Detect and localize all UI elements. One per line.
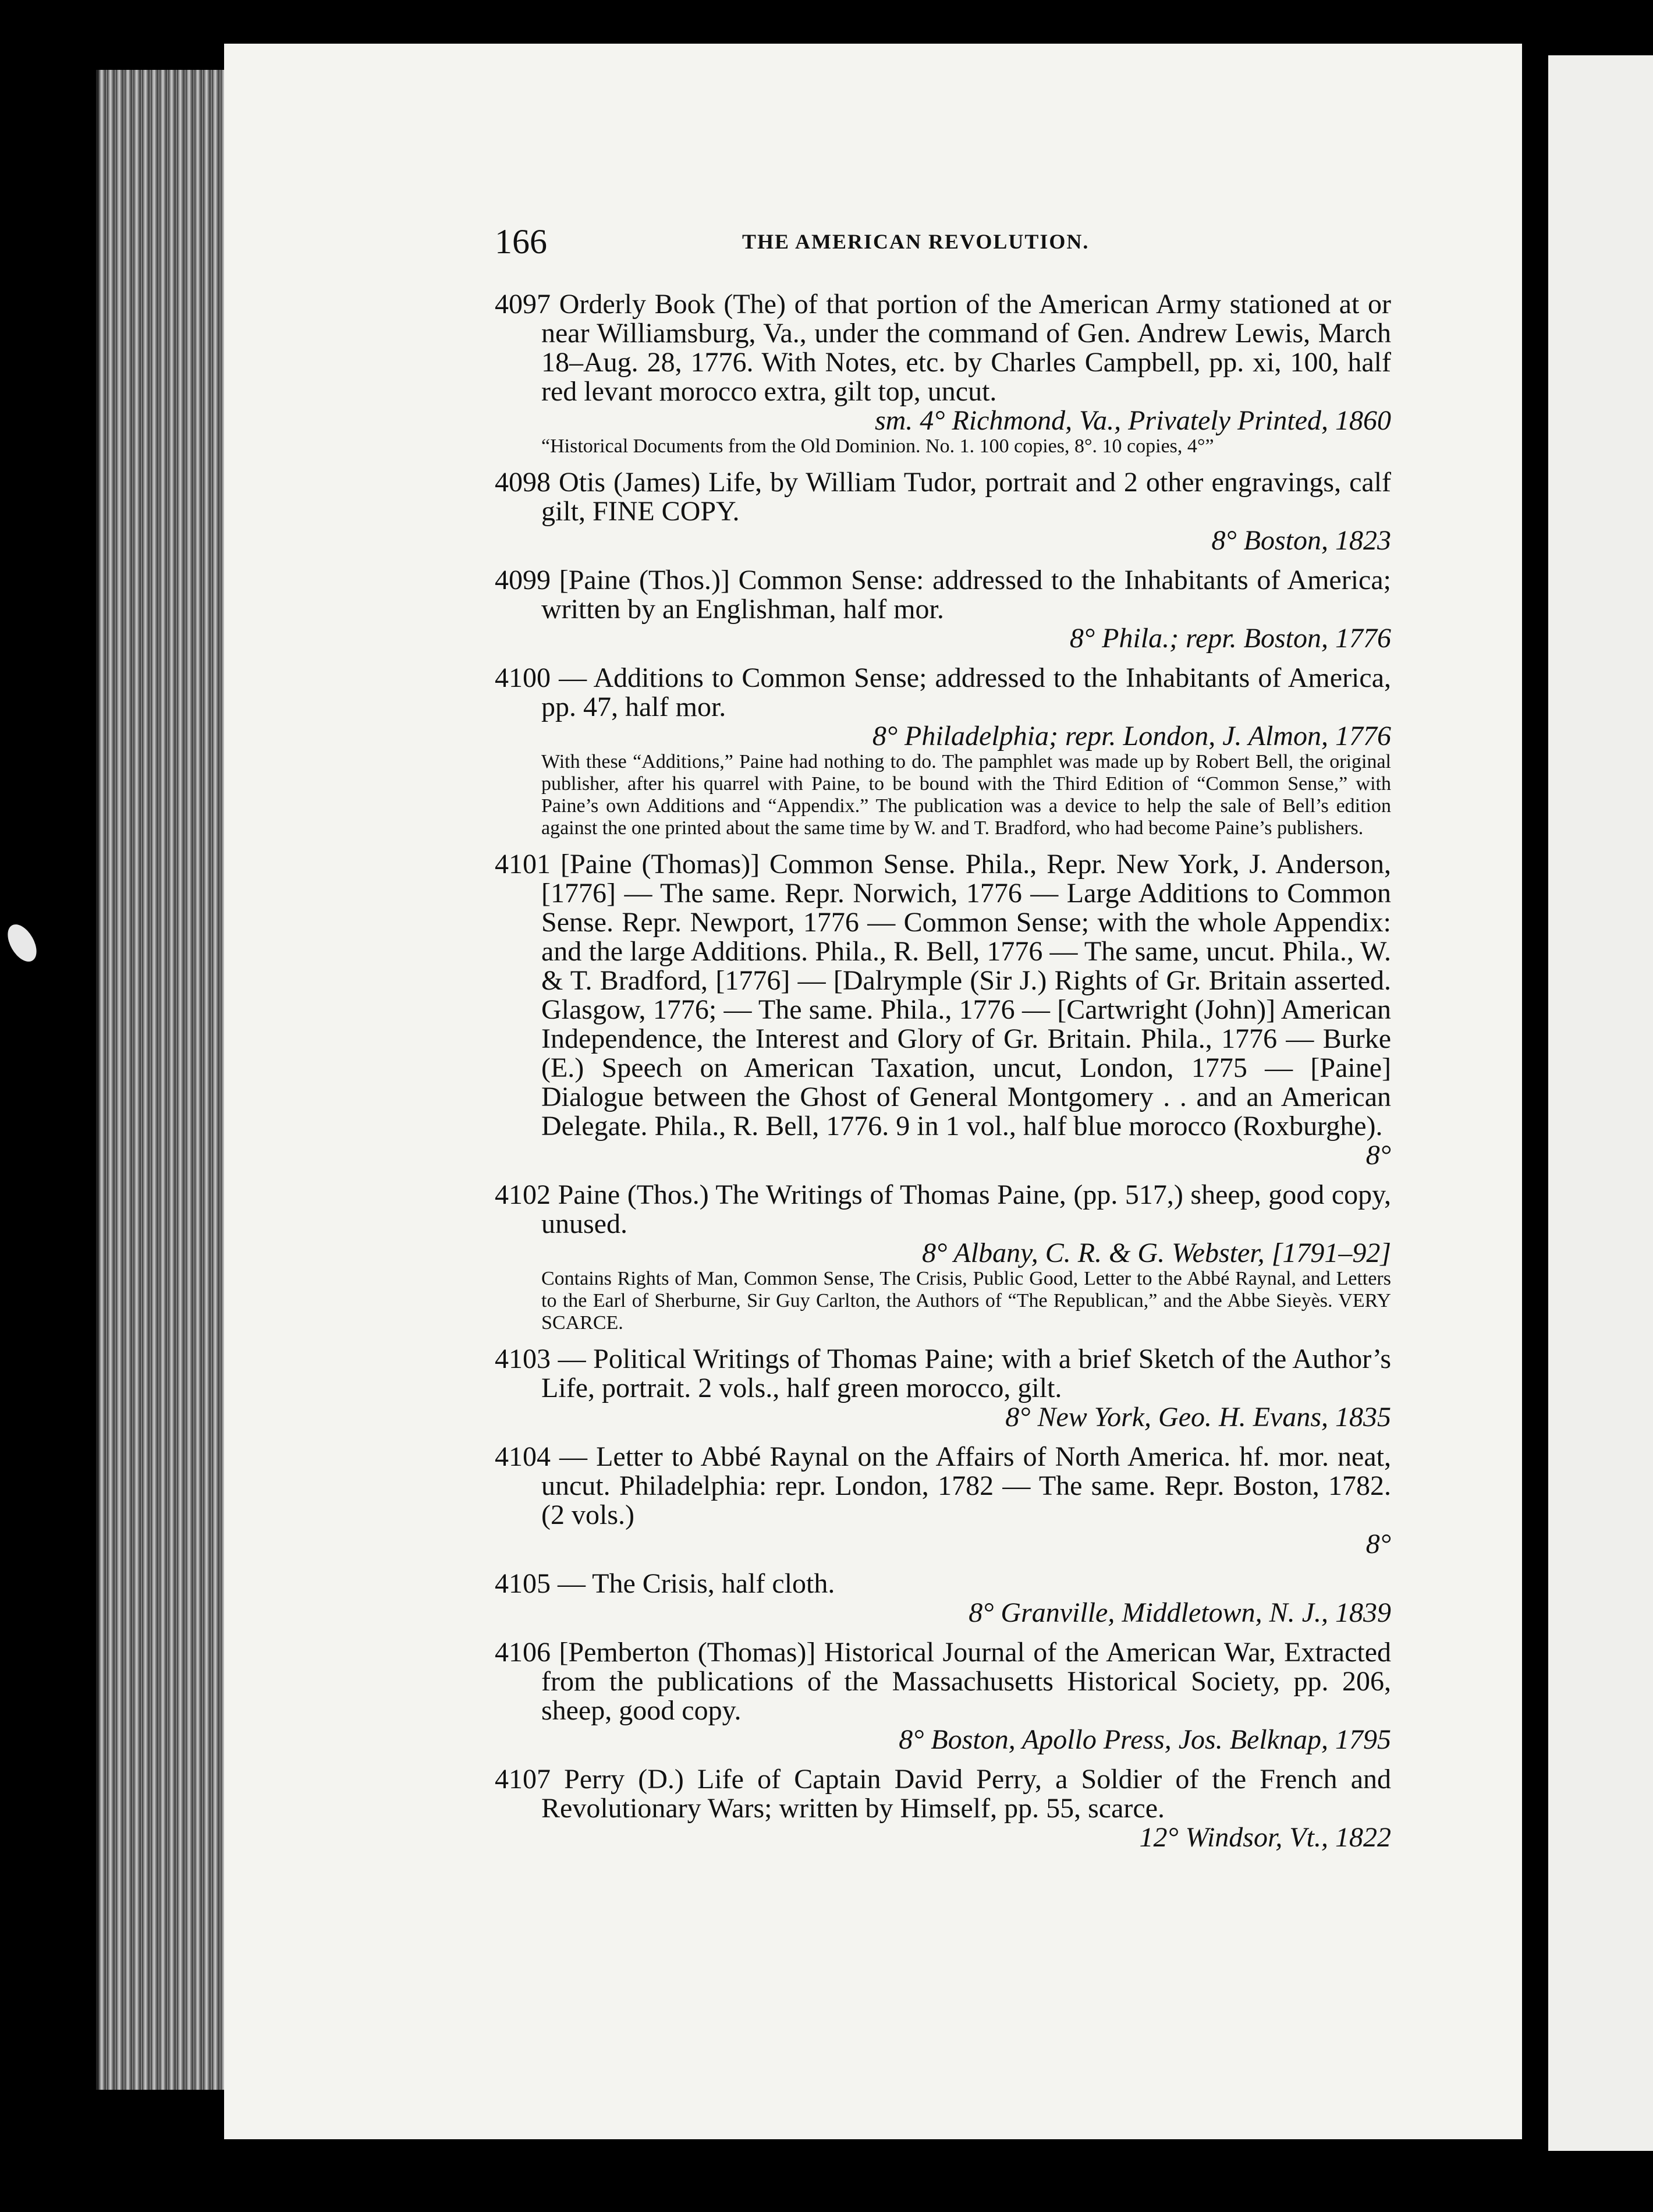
catalogue-entry [495, 290, 1391, 458]
entry-number: 4099 [495, 565, 551, 595]
entry-description: [Pemberton (Thomas)] Historical Journal of the American War, Extracted from the publications of the Massachusetts Historical Society, pp. 206, sheep, good copy. [541, 1637, 1392, 1726]
entry-imprint: 8° [1365, 1529, 1391, 1559]
entry-imprint: 12° Windsor, Vt., 1822 [1139, 1822, 1391, 1853]
entry-number: 4104 [495, 1441, 551, 1472]
catalogue-entry [495, 1181, 1391, 1334]
entry-description: — The Crisis, half cloth. [558, 1568, 835, 1599]
entry-number: 4102 [495, 1179, 551, 1210]
entry-imprint: 8° Boston, 1823 [1211, 525, 1391, 556]
catalogue-entry [495, 1765, 1391, 1852]
entry-description: Otis (James) Life, by William Tudor, portrait and 2 other engravings, calf gilt, FINE COPY. [541, 467, 1392, 527]
entry-description: Perry (D.) Life of Captain David Perry, a Soldier of the French and Revolutionary Wars; written by Himself, pp. 55, scarce. [541, 1764, 1391, 1824]
entry-imprint: 8° New York, Geo. H. Evans, 1835 [1005, 1402, 1391, 1433]
page-number: 166 [495, 222, 547, 261]
facing-page-edge [1548, 55, 1653, 2151]
entry-number: 4105 [495, 1568, 551, 1599]
entry-imprint: 8° Phila.; repr. Boston, 1776 [1069, 623, 1391, 654]
entry-description: — Political Writings of Thomas Paine; with a brief Sketch of the Author’s Life, portrait. 2 vols., half green morocco, gilt. [541, 1343, 1391, 1403]
entry-description: — Additions to Common Sense; addressed to the Inhabitants of America, pp. 47, half mor. [541, 662, 1391, 722]
entry-description: Paine (Thos.) The Writings of Thomas Paine, (pp. 517,) sheep, good copy, unused. [541, 1179, 1392, 1239]
catalogue-entry [495, 664, 1391, 839]
page-header [495, 218, 1391, 265]
entry-number: 4097 [495, 289, 551, 320]
entry-number: 4098 [495, 467, 551, 498]
entry-imprint: 8° [1365, 1140, 1391, 1171]
entry-description: [Paine (Thomas)] Common Sense. Phila., Repr. New York, J. Anderson, [1776] — The same. Repr. Norwich, 1776 — Large Additions to Common Sense. Repr. Newport, 1776 — Common Sense; with the whole Appendix: and the large Additions. Phila., R. Bell, 1776 — The same, uncut. Phila., W. & T. Bradford, [1776] — [Dalrymple (Sir J.) Rights of Gr. Britain asserted. Glasgow, 1776; — The same. Phila., 1776 — [Cartwright (John)] American Independence, the Interest and Glory of Gr. Britain. Phila., 1776 — Burke (E.) Speech on American Taxation, uncut, London, 1775 — [Paine] Dialogue between the Ghost of General Montgomery . . and an American Delegate. Phila., R. Bell, 1776. 9 in 1 vol., half blue morocco (Roxburghe). [541, 849, 1392, 1142]
catalogue-entry [495, 566, 1391, 653]
entry-number: 4103 [495, 1343, 551, 1374]
catalogue-entry [495, 468, 1391, 555]
entry-number: 4106 [495, 1637, 551, 1668]
entry-number: 4101 [495, 849, 551, 880]
entry-number: 4107 [495, 1764, 551, 1795]
catalogue-entry [495, 850, 1391, 1170]
entry-number: 4100 [495, 662, 551, 693]
catalogue-entry [495, 1345, 1391, 1432]
scan-smudge [2, 920, 42, 967]
entry-imprint: 8° Albany, C. R. & G. Webster, [1791–92] [922, 1238, 1391, 1268]
entry-description: Orderly Book (The) of that portion of the American Army stationed at or near Williamsburg, Va., under the command of Gen. Andrew Lewis, March 18–Aug. 28, 1776. With Notes, etc. by Charles Campbell, pp. xi, 100, half red levant morocco extra, gilt top, uncut. [541, 289, 1392, 407]
entry-imprint: 8° Boston, Apollo Press, Jos. Belknap, 1795 [899, 1724, 1391, 1755]
entry-imprint: 8° Granville, Middletown, N. J., 1839 [969, 1597, 1391, 1628]
running-title: THE AMERICAN REVOLUTION. [742, 230, 1090, 253]
entry-description: — Letter to Abbé Raynal on the Affairs of North America. hf. mor. neat, uncut. Philadelphia: repr. London, 1782 — The same. Repr. Boston, 1782. (2 vols.) [541, 1441, 1392, 1530]
catalogue-entries [495, 279, 1391, 1852]
entry-imprint: sm. 4° Richmond, Va., Privately Printed, 1860 [874, 405, 1391, 436]
entry-note: “Historical Documents from the Old Dominion. No. 1. 100 copies, 8°. 10 copies, 4°” [541, 435, 1214, 457]
entry-imprint: 8° Philadelphia; repr. London, J. Almon, 1776 [872, 721, 1391, 751]
entry-description: [Paine (Thos.)] Common Sense: addressed to the Inhabitants of America; written by an Englishman, half mor. [541, 565, 1391, 625]
catalogue-entry [495, 1442, 1391, 1559]
entry-note: With these “Additions,” Paine had nothing to do. The pamphlet was made up by Robert Bell, the original publisher, after his quarrel with Paine, to be bound with the Third Edition of “Common Sense,” with Paine’s own Additions and “Appendix.” The publication was a device to help the sale of Bell’s edition against the one printed about the same time by W. and T. Bradford, who had become Paine’s publishers. [541, 751, 1391, 839]
catalogue-entry [495, 1569, 1391, 1628]
catalogue-entry [495, 1638, 1391, 1754]
entry-note: Contains Rights of Man, Common Sense, The Crisis, Public Good, Letter to the Abbé Raynal, and Letters to the Earl of Sherburne, Sir Guy Carlton, the Authors of “The Republican,” and the Abbe Sieyès. VERY SCARCE. [541, 1268, 1391, 1334]
